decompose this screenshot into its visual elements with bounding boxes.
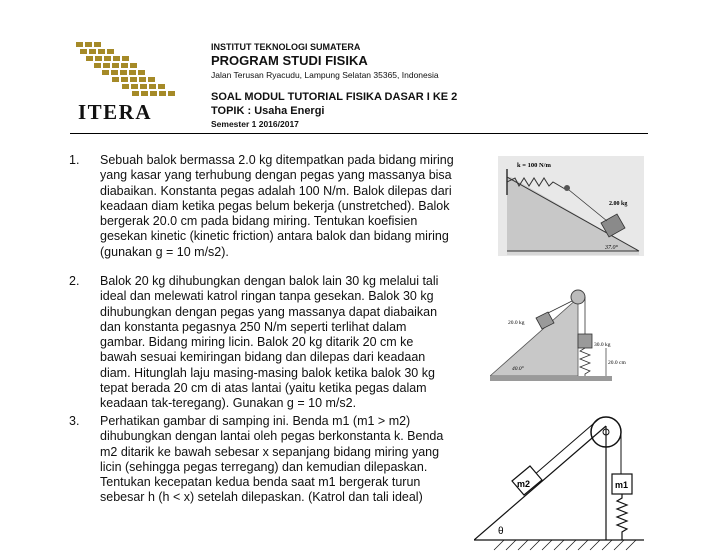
- problem-2-text: [100, 274, 480, 412]
- text-line: (gunakan g = 10 m/s2).: [100, 244, 229, 259]
- text-line: tepat berada 20 cm di atas lantai (yaitu ketika pegas dalam: [100, 381, 427, 396]
- text-line: Sebuah balok bermassa 2.0 kg ditempatkan pada bidang miring: [100, 153, 454, 167]
- problem-3-text: [100, 414, 480, 506]
- institute-name: INSTITUT TEKNOLOGI SUMATERA: [211, 42, 361, 52]
- mass2-label: 30.0 kg: [594, 342, 611, 348]
- angle-label: 37.0°: [605, 245, 618, 251]
- text-line: sebesar h (h < x) setelah dilepaskan. (Katrol dan tali ideal): [100, 490, 423, 505]
- mass1-label: 20.0 kg: [508, 320, 525, 326]
- spring-constant-label: k = 100 N/m: [517, 162, 551, 169]
- semester: Semester 1 2016/2017: [211, 119, 299, 129]
- address: Jalan Terusan Ryacudu, Lampung Selatan 35365, Indonesia: [211, 70, 439, 80]
- text-line: diabaikan. Konstanta pegas adalah 100 N/m. Balok dilepas dari: [100, 183, 452, 198]
- problem-1-text: [100, 153, 480, 260]
- mass-label: 2.00 kg: [609, 201, 628, 207]
- problem-2-number: 2.: [69, 274, 80, 288]
- text-line: dihubungkan dengan lantai oleh pegas berkonstanta k. Benda: [100, 429, 444, 444]
- m2-label: m2: [517, 479, 531, 489]
- problem-3-number: 3.: [69, 414, 80, 428]
- text-line: keadaan tak-teregang). Gunakan g = 10 m/s2.: [100, 396, 357, 411]
- text-line: keadaan diam ketika pegas belum bekerja (unstretched). Balok: [100, 198, 450, 213]
- module-title: SOAL MODUL TUTORIAL FISIKA DASAR I KE 2: [211, 91, 458, 103]
- text-line: Balok 20 kg dihubungkan dengan balok lain 30 kg melalui tali: [100, 274, 439, 288]
- height-label: 20.0 cm: [608, 360, 626, 366]
- m1-label: m1: [615, 480, 629, 490]
- text-line: Perhatikan gambar di samping ini. Benda m1 (m1 > m2): [100, 414, 411, 428]
- program-name: PROGRAM STUDI FISIKA: [211, 53, 368, 68]
- theta-label: θ: [498, 526, 504, 537]
- text-line: bergerak 20.0 cm pada bidang miring. Tentukan koefisien: [100, 214, 418, 229]
- figure-1-incline-spring: [497, 155, 645, 257]
- text-line: ideal dan melewati katrol ringan tanpa gesekan. Balok 30 kg: [100, 289, 434, 304]
- topic: TOPIK : Usaha Energi: [211, 105, 325, 117]
- figure-3-incline-pulley: [474, 412, 646, 552]
- angle-label: 40.0°: [512, 366, 524, 372]
- text-line: gambar. Bidang miring licin. Balok 20 kg ditarik 20 cm ke: [100, 335, 414, 350]
- header-divider: [70, 133, 648, 134]
- text-line: dihubungkan dengan pegas yang massanya dapat diabaikan: [100, 304, 438, 319]
- text-line: Tentukan kecepatan kedua benda saat m1 bergerak turun: [100, 475, 421, 490]
- text-line: m2 ditarik ke bawah sebesar x sepanjang bidang miring yang: [100, 444, 440, 459]
- text-line: gesekan kinetic (kinetic friction) antara balok dan bidang miring: [100, 229, 449, 244]
- text-line: bawah sesuai kemiringan bidang dan dilepas dari keadaan: [100, 350, 426, 365]
- text-line: diam. Hitunglah laju masing-masing balok ketika balok 30 kg: [100, 365, 435, 380]
- text-line: dan konstanta pegasnya 250 N/m seperti terlihat dalam: [100, 319, 407, 334]
- figure-2-incline-pulley-spring: [490, 286, 645, 382]
- problem-1-number: 1.: [69, 153, 80, 167]
- logo-text: ITERA: [78, 100, 153, 124]
- text-line: yang kasar yang terhubung dengan pegas yang massanya bisa: [100, 168, 452, 183]
- text-line: licin (sehingga pegas terregang) dan kemudian dilepaskan.: [100, 459, 428, 474]
